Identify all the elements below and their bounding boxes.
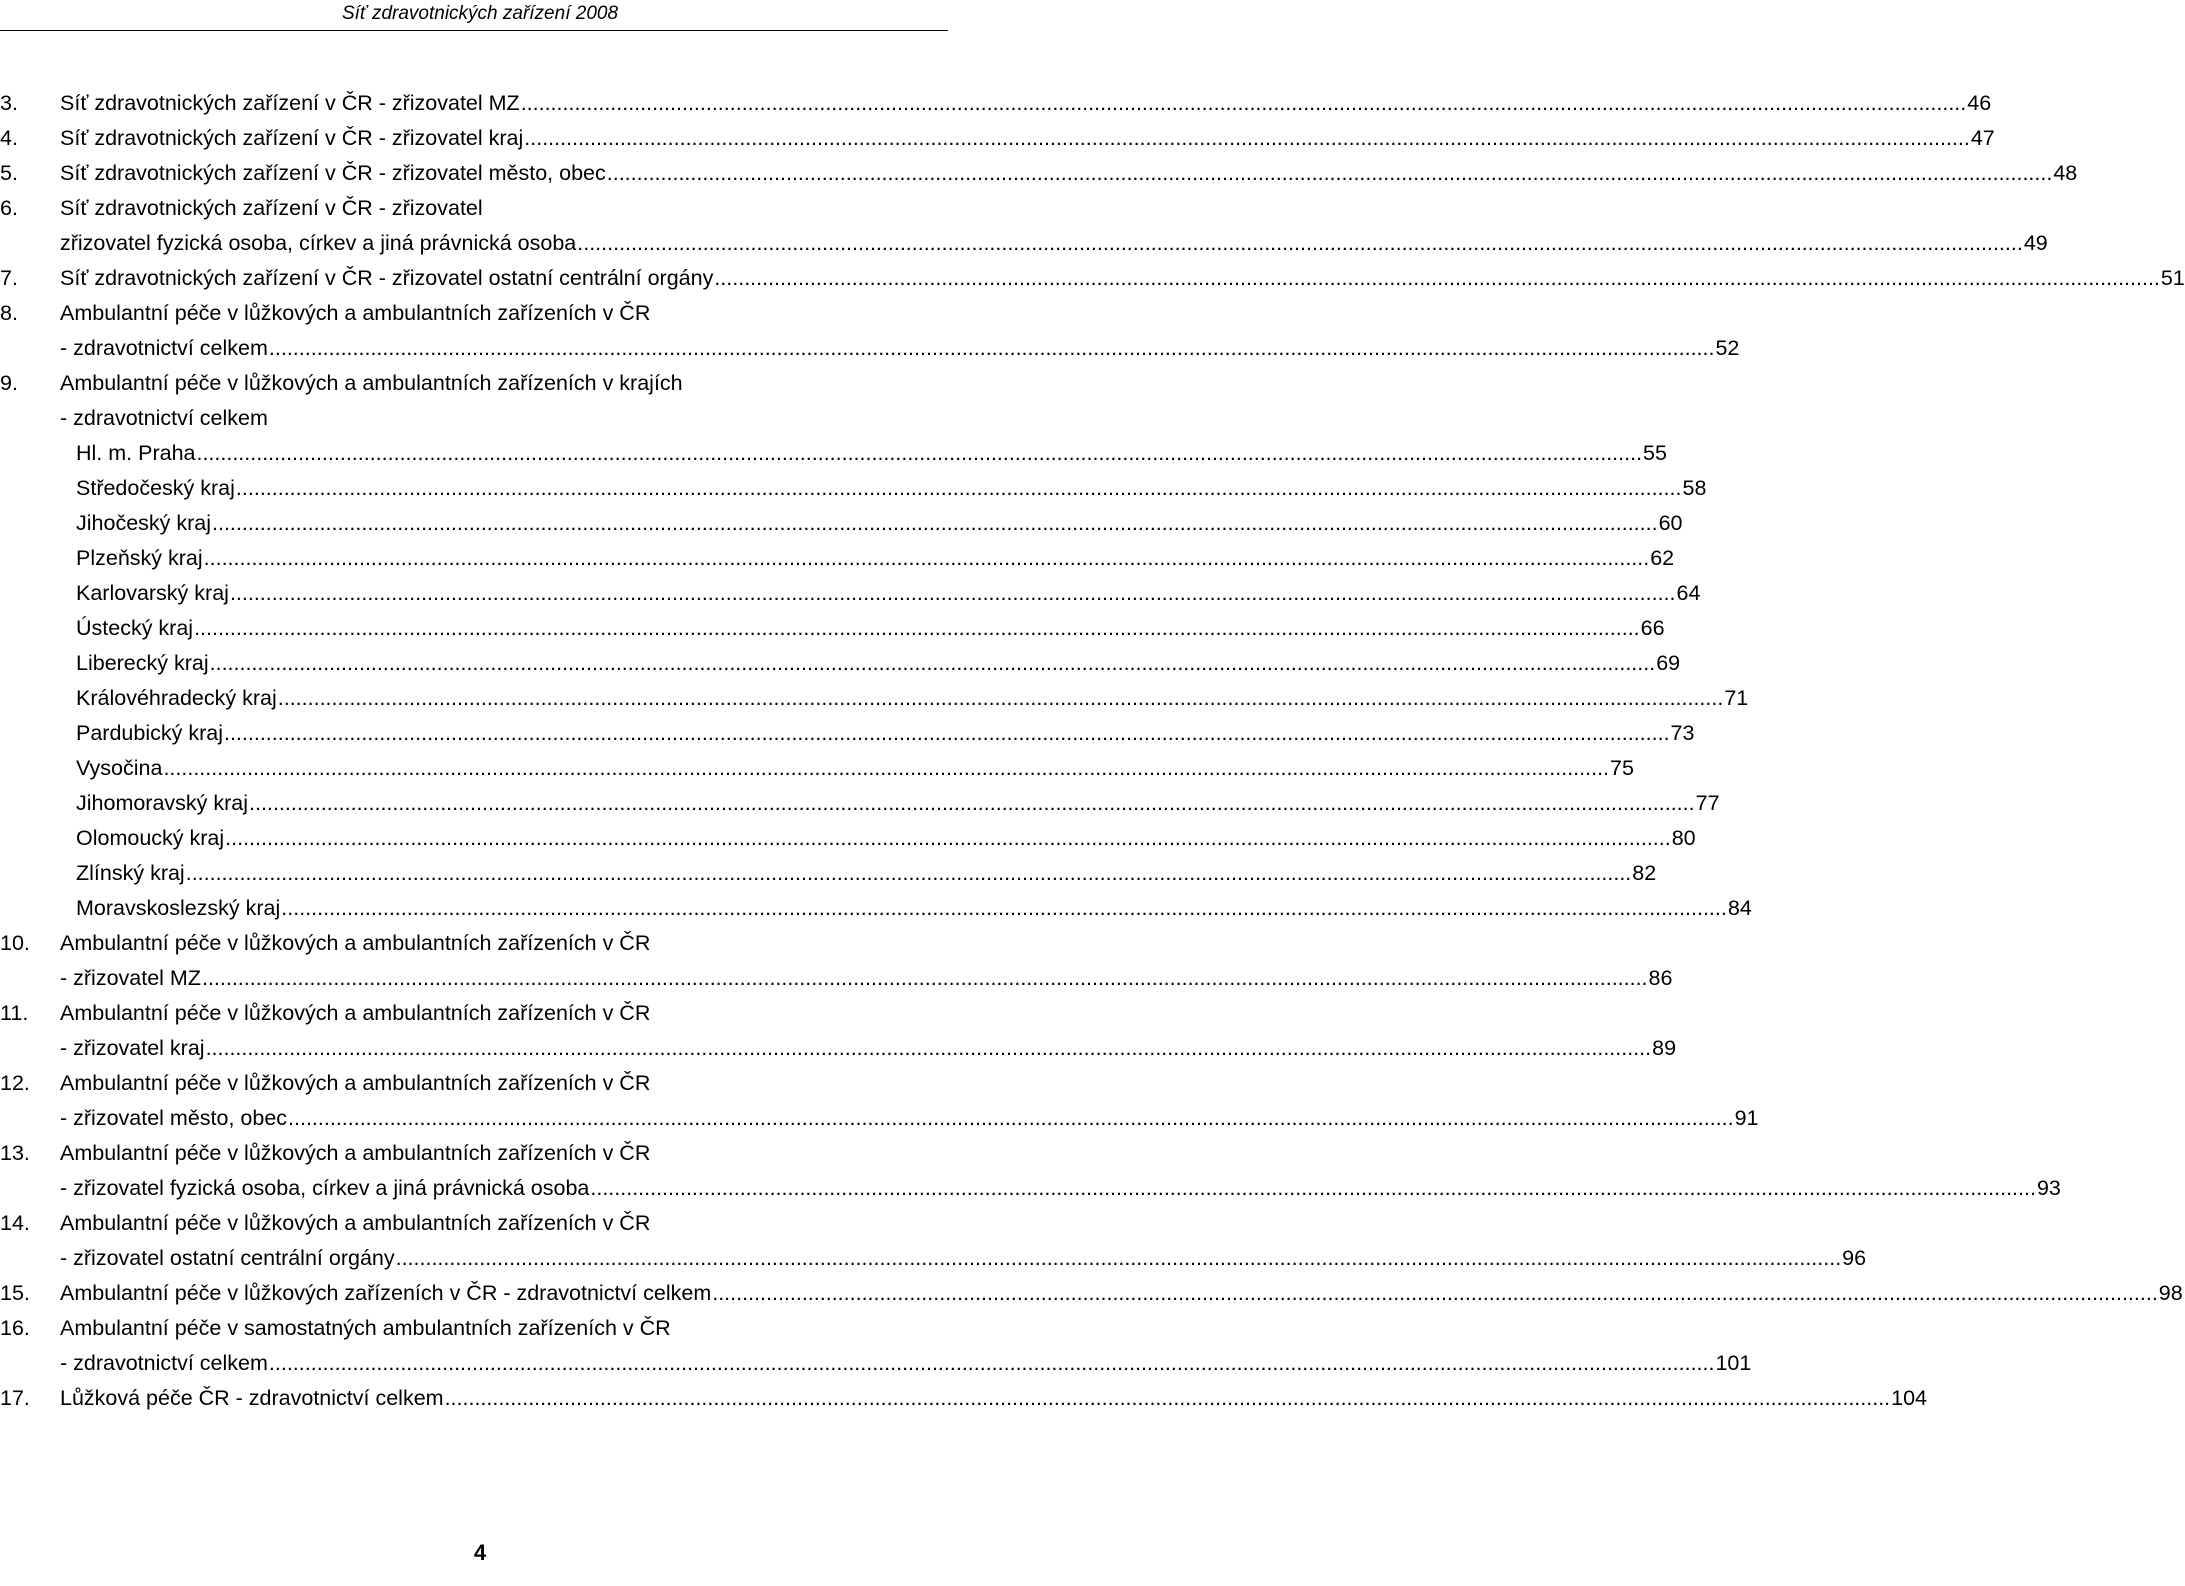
toc-entry-title: - zdravotnictví celkem bbox=[60, 336, 268, 360]
toc-leader-dots bbox=[712, 1276, 2158, 1311]
toc-entry-row bbox=[0, 191, 948, 226]
toc-leader-dots bbox=[269, 331, 1715, 366]
toc-leader-dots bbox=[202, 961, 1648, 996]
toc-subentry-label: Jihomoravský kraj bbox=[76, 791, 249, 815]
toc-subentry[interactable] bbox=[0, 646, 1681, 681]
toc-entry-continuation bbox=[0, 401, 948, 436]
toc-entry-row bbox=[0, 1066, 948, 1101]
toc-entry-title: Síť zdravotnických zařízení v ČR - zřizovatel ostatní centrální orgány bbox=[60, 266, 714, 290]
toc-entry[interactable] bbox=[0, 1066, 1759, 1136]
toc-subentry-row bbox=[0, 891, 1752, 926]
toc-subentry-label: Středočeský kraj bbox=[76, 476, 235, 500]
toc-page-number: 51 bbox=[2160, 266, 2185, 290]
toc-subentry-row bbox=[0, 506, 1683, 541]
toc-subentry-row bbox=[0, 646, 1681, 681]
toc-entry[interactable] bbox=[0, 1206, 1867, 1276]
toc-subentry[interactable] bbox=[0, 541, 1675, 576]
toc-entry-title: Ambulantní péče v lůžkových a ambulantních zařízeních v ČR bbox=[60, 1071, 651, 1095]
toc-subentry[interactable] bbox=[0, 716, 1695, 751]
toc-subentry[interactable] bbox=[0, 821, 1696, 856]
toc-subentry[interactable] bbox=[0, 856, 1657, 891]
toc-entry-title: Ambulantní péče v lůžkových a ambulantních zařízeních v ČR bbox=[60, 1211, 651, 1235]
toc-subentry-label: Olomoucký kraj bbox=[76, 826, 225, 850]
toc-page-number: 89 bbox=[1652, 1036, 1677, 1060]
toc-entry-title: Lůžková péče ČR - zdravotnictví celkem bbox=[60, 1386, 444, 1410]
toc-entry-number: 11. bbox=[0, 1001, 29, 1025]
toc-leader-dots bbox=[269, 1346, 1715, 1381]
page-number: 4 bbox=[473, 1540, 487, 1565]
toc-entry[interactable] bbox=[0, 1311, 1752, 1381]
toc-entry-row bbox=[0, 1311, 948, 1346]
toc-leader-dots bbox=[225, 821, 1671, 856]
toc-leader-dots bbox=[590, 1171, 2036, 1206]
toc-subentry[interactable] bbox=[0, 611, 1665, 646]
toc-entry[interactable] bbox=[0, 926, 1673, 996]
toc-page-number: 58 bbox=[1682, 476, 1707, 500]
toc-leader-dots bbox=[224, 716, 1670, 751]
toc-page-number: 93 bbox=[2036, 1176, 2061, 1200]
toc-subentry[interactable] bbox=[0, 436, 1667, 471]
toc-entry-title: - zřizovatel kraj bbox=[60, 1036, 205, 1060]
toc-entry-title: Ambulantní péče v lůžkových a ambulantních zařízeních v krajích bbox=[60, 371, 683, 395]
toc-entry[interactable] bbox=[0, 296, 1740, 366]
running-header-title: Síť zdravotnických zařízení 2008 bbox=[341, 3, 619, 24]
toc-leader-dots bbox=[396, 1241, 1842, 1276]
toc-entry[interactable] bbox=[0, 261, 2185, 296]
toc-subentry-row bbox=[0, 541, 1675, 576]
toc-page-number: 47 bbox=[1970, 126, 1995, 150]
toc-entry-title: Síť zdravotnických zařízení v ČR - zřizovatel MZ bbox=[60, 91, 520, 115]
toc-entry-row bbox=[0, 1206, 948, 1241]
toc-entry-number: 10. bbox=[0, 931, 30, 955]
toc-leader-dots bbox=[278, 681, 1724, 716]
toc-page-number: 77 bbox=[1695, 791, 1720, 815]
toc-subentry[interactable] bbox=[0, 506, 1683, 541]
toc-subentry[interactable] bbox=[0, 751, 1634, 786]
toc-subentry-label: Jihočeský kraj bbox=[76, 511, 212, 535]
toc-entry-continuation bbox=[0, 1241, 1867, 1276]
toc-entry-row bbox=[0, 926, 948, 961]
toc-subentry[interactable] bbox=[0, 681, 1749, 716]
toc-page-number: 91 bbox=[1734, 1106, 1759, 1130]
toc-entry-number: 8. bbox=[0, 301, 18, 325]
toc-entry-row bbox=[0, 1136, 948, 1171]
toc-subentry-row bbox=[0, 821, 1696, 856]
toc-leader-dots bbox=[288, 1101, 1734, 1136]
toc-leader-dots bbox=[714, 261, 2160, 296]
toc-subentry-label: Moravskoslezský kraj bbox=[76, 896, 281, 920]
toc-entry[interactable] bbox=[0, 1381, 1928, 1416]
toc-entry-title: - zdravotnictví celkem bbox=[60, 1351, 268, 1375]
toc-leader-dots bbox=[521, 86, 1967, 121]
toc-subentry-label: Zlínský kraj bbox=[76, 861, 185, 885]
toc-subentry-label: Hl. m. Praha bbox=[76, 441, 196, 465]
toc-page-number: 52 bbox=[1715, 336, 1740, 360]
toc-entry-number: 6. bbox=[0, 196, 18, 220]
toc-leader-dots bbox=[196, 436, 1642, 471]
toc-entry-title: - zřizovatel fyzická osoba, církev a jiná právnická osoba bbox=[60, 1176, 590, 1200]
toc-subentry-row bbox=[0, 751, 1634, 786]
toc-page-number: 73 bbox=[1670, 721, 1695, 745]
toc-entry[interactable] bbox=[0, 366, 948, 436]
toc-entry-continuation bbox=[0, 1346, 1752, 1381]
toc-leader-dots bbox=[206, 1031, 1652, 1066]
toc-entry-title: Ambulantní péče v lůžkových a ambulantních zařízeních v ČR bbox=[60, 1141, 651, 1165]
toc-subentry-label: Plzeňský kraj bbox=[76, 546, 203, 570]
toc-entry[interactable] bbox=[0, 1276, 2183, 1311]
toc-leader-dots bbox=[577, 226, 2023, 261]
toc-leader-dots bbox=[230, 576, 1676, 611]
toc-entry-number: 5. bbox=[0, 161, 18, 185]
toc-leader-dots bbox=[236, 471, 1682, 506]
toc-entry-number: 13. bbox=[0, 1141, 30, 1165]
toc-page-number: 46 bbox=[1967, 91, 1992, 115]
toc-page-number: 96 bbox=[1842, 1246, 1867, 1270]
toc-leader-dots bbox=[281, 891, 1727, 926]
toc-entry-title: Síť zdravotnických zařízení v ČR - zřizovatel kraj bbox=[60, 126, 524, 150]
toc-subentry-row bbox=[0, 786, 1720, 821]
toc-page-number: 48 bbox=[2053, 161, 2078, 185]
toc-entry-number: 7. bbox=[0, 266, 18, 290]
toc-entry-title: Ambulantní péče v lůžkových zařízeních v ČR - zdravotnictví celkem bbox=[60, 1281, 712, 1305]
toc-entry-number: 3. bbox=[0, 91, 18, 115]
toc-entry-number: 9. bbox=[0, 371, 18, 395]
toc-page-number: 86 bbox=[1648, 966, 1673, 990]
toc-entry-title: Ambulantní péče v samostatných ambulantních zařízeních v ČR bbox=[60, 1316, 671, 1340]
toc-subentry-row bbox=[0, 681, 1749, 716]
toc-entry-title: Síť zdravotnických zařízení v ČR - zřizovatel bbox=[60, 196, 483, 220]
toc-page-number: 55 bbox=[1643, 441, 1667, 465]
toc-entry-number: 17. bbox=[0, 1386, 30, 1410]
toc-page-number: 60 bbox=[1658, 511, 1683, 535]
toc-entry-title: - zřizovatel ostatní centrální orgány bbox=[60, 1246, 395, 1270]
toc-page-number: 75 bbox=[1610, 756, 1634, 780]
toc-entry-title: - zřizovatel město, obec bbox=[60, 1106, 288, 1130]
toc-page-number: 101 bbox=[1715, 1351, 1752, 1375]
toc-leader-dots bbox=[163, 751, 1609, 786]
toc-page-number: 62 bbox=[1650, 546, 1675, 570]
toc-page-number: 64 bbox=[1676, 581, 1701, 605]
toc-entry-row bbox=[0, 1381, 1928, 1416]
toc-subentry-label: Karlovarský kraj bbox=[76, 581, 229, 605]
toc-subentry[interactable] bbox=[0, 471, 1707, 506]
toc-subentry-row bbox=[0, 611, 1665, 646]
toc-leader-dots bbox=[194, 611, 1640, 646]
toc-leader-dots bbox=[524, 121, 1970, 156]
toc-page-number: 84 bbox=[1727, 896, 1752, 920]
toc-leader-dots bbox=[186, 856, 1632, 891]
toc-leader-dots bbox=[445, 1381, 1891, 1416]
toc-leader-dots bbox=[204, 541, 1650, 576]
toc-entry-continuation bbox=[0, 1031, 1677, 1066]
toc-page-number: 71 bbox=[1724, 686, 1749, 710]
toc-subentry-row bbox=[0, 576, 1701, 611]
toc-page-number: 80 bbox=[1671, 826, 1696, 850]
toc-leader-dots bbox=[212, 506, 1658, 541]
toc-entry-title: Ambulantní péče v lůžkových a ambulantních zařízeních v ČR bbox=[60, 931, 651, 955]
toc-subentry-row bbox=[0, 856, 1657, 891]
toc-page-number: 98 bbox=[2158, 1281, 2183, 1305]
toc-entry-number: 12. bbox=[0, 1071, 30, 1095]
toc-entry-title: zřizovatel fyzická osoba, církev a jiná právnická osoba bbox=[60, 231, 577, 255]
toc-leader-dots bbox=[607, 156, 2053, 191]
toc-entry-row bbox=[0, 296, 948, 331]
toc-entry-row bbox=[0, 121, 1995, 156]
toc-subentry-label: Pardubický kraj bbox=[76, 721, 223, 745]
toc-entry-title: - zřizovatel MZ bbox=[60, 966, 201, 990]
running-header bbox=[0, 0, 960, 56]
toc-entry-row bbox=[0, 86, 1992, 121]
toc-entry-continuation bbox=[0, 1101, 1759, 1136]
toc-subentry[interactable] bbox=[0, 891, 1752, 926]
toc-entry-continuation bbox=[0, 331, 1740, 366]
toc-entry-row bbox=[0, 261, 2185, 296]
toc-page-number: 69 bbox=[1656, 651, 1681, 675]
toc-leader-dots bbox=[210, 646, 1656, 681]
toc-entry-title: Síť zdravotnických zařízení v ČR - zřizovatel město, obec bbox=[60, 161, 606, 185]
toc-entry-number: 15. bbox=[0, 1281, 30, 1305]
toc-page-number: 66 bbox=[1640, 616, 1665, 640]
toc-subentry-row bbox=[0, 716, 1695, 751]
toc-entry-row bbox=[0, 996, 948, 1031]
toc-entry[interactable] bbox=[0, 156, 2078, 191]
toc-subentry-label: Vysočina bbox=[76, 756, 163, 780]
header-rule bbox=[0, 30, 948, 31]
toc-subentry-label: Liberecký kraj bbox=[76, 651, 209, 675]
toc-entry-row bbox=[0, 156, 2078, 191]
toc-entry-number: 4. bbox=[0, 126, 18, 150]
toc-entry[interactable] bbox=[0, 191, 2048, 261]
toc-entry[interactable] bbox=[0, 1136, 2061, 1206]
toc-entry-row bbox=[0, 1276, 2183, 1311]
toc-entry-continuation bbox=[0, 961, 1673, 996]
toc-subentry-row bbox=[0, 436, 1667, 471]
toc-entry[interactable] bbox=[0, 86, 1992, 121]
toc-subentry-row bbox=[0, 471, 1707, 506]
toc-subentry[interactable] bbox=[0, 576, 1701, 611]
toc-entry-row bbox=[0, 366, 948, 401]
toc-entry-number: 14. bbox=[0, 1211, 30, 1235]
table-of-contents bbox=[0, 86, 2185, 1416]
toc-entry-continuation bbox=[0, 226, 2048, 261]
toc-entry-title: Ambulantní péče v lůžkových a ambulantních zařízeních v ČR bbox=[60, 1001, 651, 1025]
toc-entry-continuation bbox=[0, 1171, 2061, 1206]
toc-entry-number: 16. bbox=[0, 1316, 30, 1340]
toc-entry-title: Ambulantní péče v lůžkových a ambulantních zařízeních v ČR bbox=[60, 301, 651, 325]
toc-entry[interactable] bbox=[0, 121, 1995, 156]
toc-page-number: 49 bbox=[2023, 231, 2048, 255]
toc-leader-dots bbox=[249, 786, 1695, 821]
toc-subentry-label: Královéhradecký kraj bbox=[76, 686, 277, 710]
toc-page-number: 82 bbox=[1632, 861, 1657, 885]
toc-entry[interactable] bbox=[0, 996, 1677, 1066]
toc-subentry[interactable] bbox=[0, 786, 1720, 821]
toc-entry-title: - zdravotnictví celkem bbox=[60, 406, 268, 430]
toc-page-number: 104 bbox=[1891, 1386, 1928, 1410]
toc-subentry-label: Ústecký kraj bbox=[76, 616, 194, 640]
